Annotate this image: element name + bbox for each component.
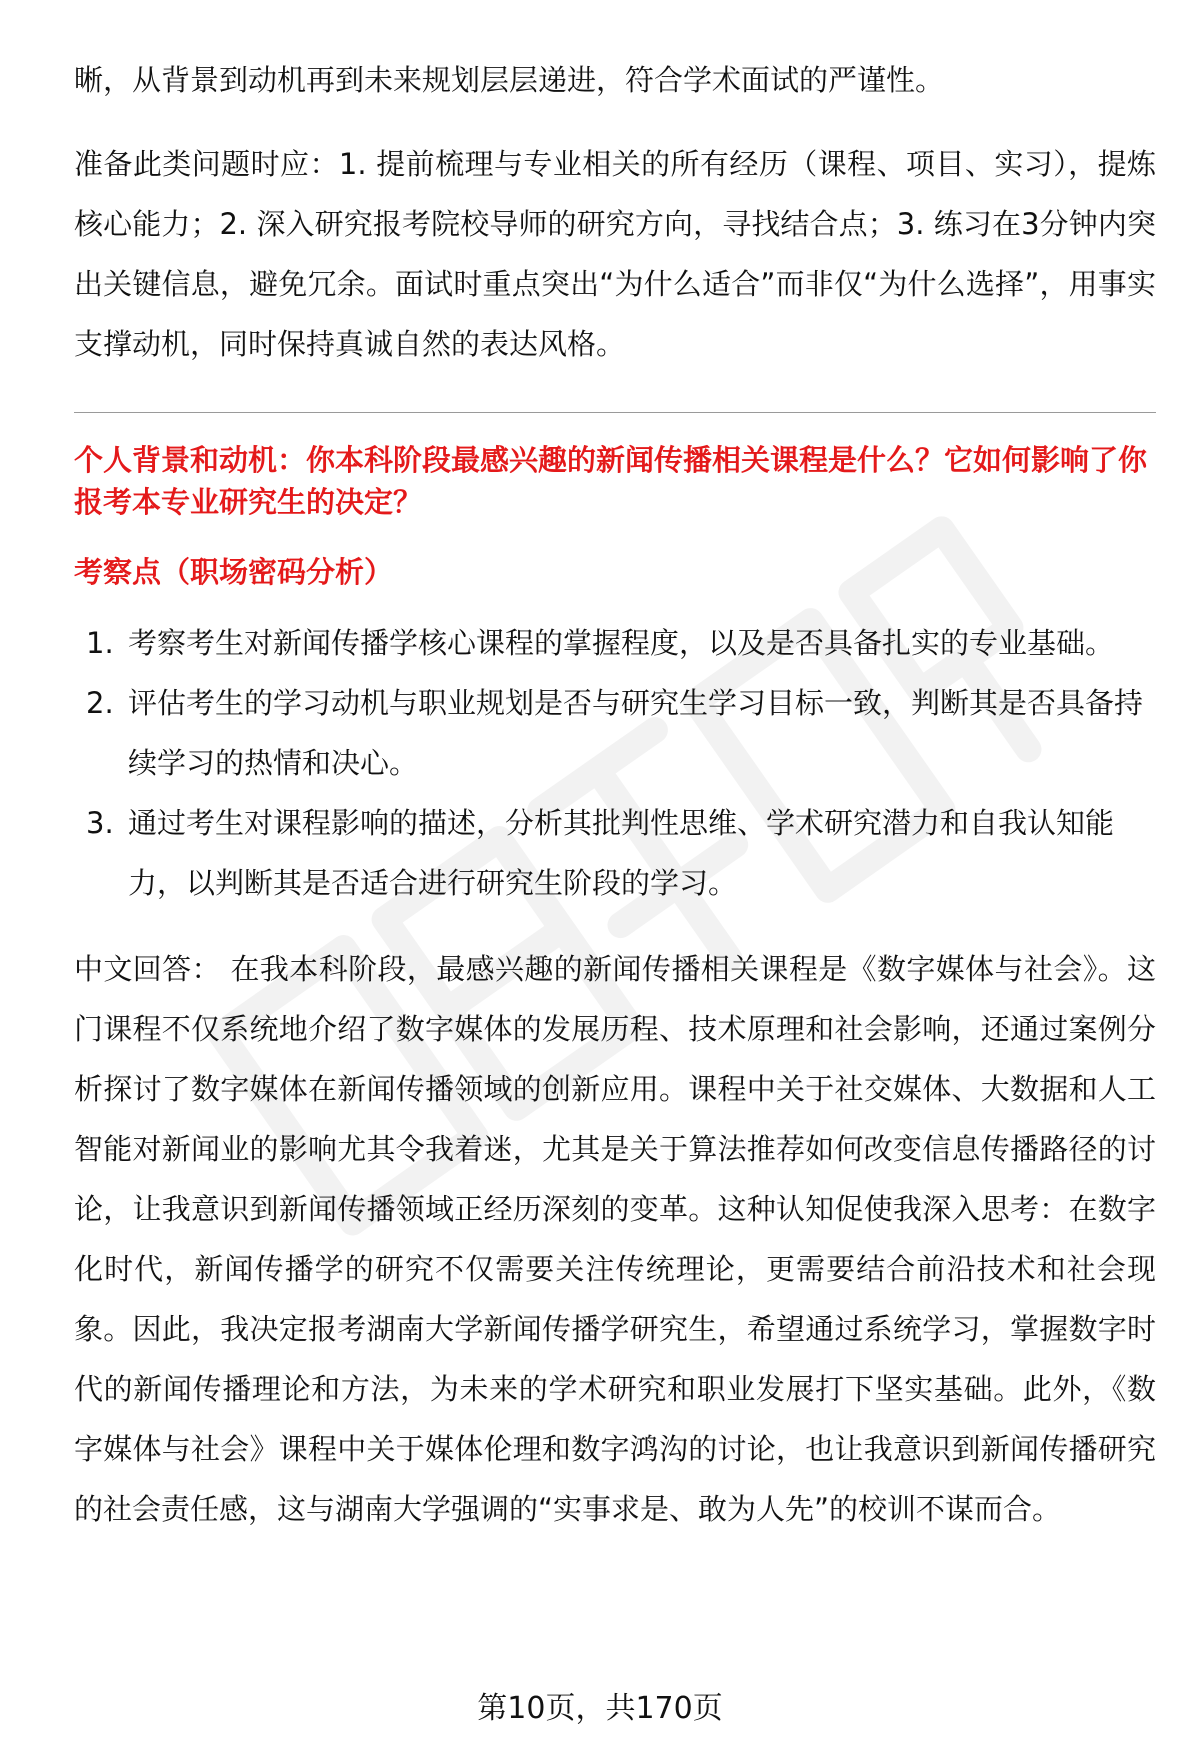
document-page xyxy=(74,50,1156,1539)
question-heading: 个人背景和动机：你本科阶段最感兴趣的新闻传播相关课程是什么？它如何影响了你报考本专业研究生的决定？ xyxy=(74,443,1148,519)
list-item xyxy=(74,613,1156,673)
list-item-number: 2. xyxy=(86,686,114,720)
intro-tail-paragraph: 晰，从背景到动机再到未来规划层层递进，符合学术面试的严谨性。 xyxy=(74,63,945,97)
list-item xyxy=(74,793,1156,913)
list-item-text: 通过考生对课程影响的描述，分析其批判性思维、学术研究潜力和自我认知能力，以判断其是否适合进行研究生阶段的学习。 xyxy=(128,806,1115,900)
list-item-number: 3. xyxy=(86,806,114,840)
section-divider xyxy=(74,412,1156,413)
points-heading: 考察点（职场密码分析） xyxy=(74,555,394,589)
list-item xyxy=(74,673,1156,793)
list-item-text: 评估考生的学习动机与职业规划是否与研究生学习目标一致，判断其是否具备持续学习的热情和决心。 xyxy=(128,686,1144,780)
points-list xyxy=(74,613,1156,913)
answer-paragraph: 中文回答： 在我本科阶段，最感兴趣的新闻传播相关课程是《数字媒体与社会》。这门课程不仅系统地介绍了数字媒体的发展历程、技术原理和社会影响，还通过案例分析探讨了数字媒体在新闻传播领域的创新应用。课程中关于社交媒体、大数据和人工智能对新闻业的影响尤其令我着迷，尤其是关于算法推荐如何改变信息传播路径的讨论，让我意识到新闻传播领域正经历深刻的变革。这种认知促使我深入思考：在数字化时代，新闻传播学的研究不仅需要关注传统理论，更需要结合前沿技术和社会现象。因此，我决定报考湖南大学新闻传播学研究生，希望通过系统学习，掌握数字时代的新闻传播理论和方法，为未来的学术研究和职业发展打下坚实基础。此外，《数字媒体与社会》课程中关于媒体伦理和数字鸿沟的讨论，也让我意识到新闻传播研究的社会责任感，这与湖南大学强调的“实事求是、敢为人先”的校训不谋而合。 xyxy=(74,952,1156,1526)
page-number-footer: 第10页，共170页 xyxy=(477,1691,723,1726)
list-item-text: 考察考生对新闻传播学核心课程的掌握程度，以及是否具备扎实的专业基础。 xyxy=(128,626,1115,660)
list-item-number: 1. xyxy=(86,626,114,660)
prep-advice-paragraph: 准备此类问题时应：1. 提前梳理与专业相关的所有经历（课程、项目、实习），提炼核心能力；2. 深入研究报考院校导师的研究方向，寻找结合点；3. 练习在3分钟内突出关键信息，避免冗余。面试时重点突出“为什么适合”而非仅“为什么选择”，用事实支撑动机，同时保持真诚自然的表达风格。 xyxy=(74,147,1156,361)
